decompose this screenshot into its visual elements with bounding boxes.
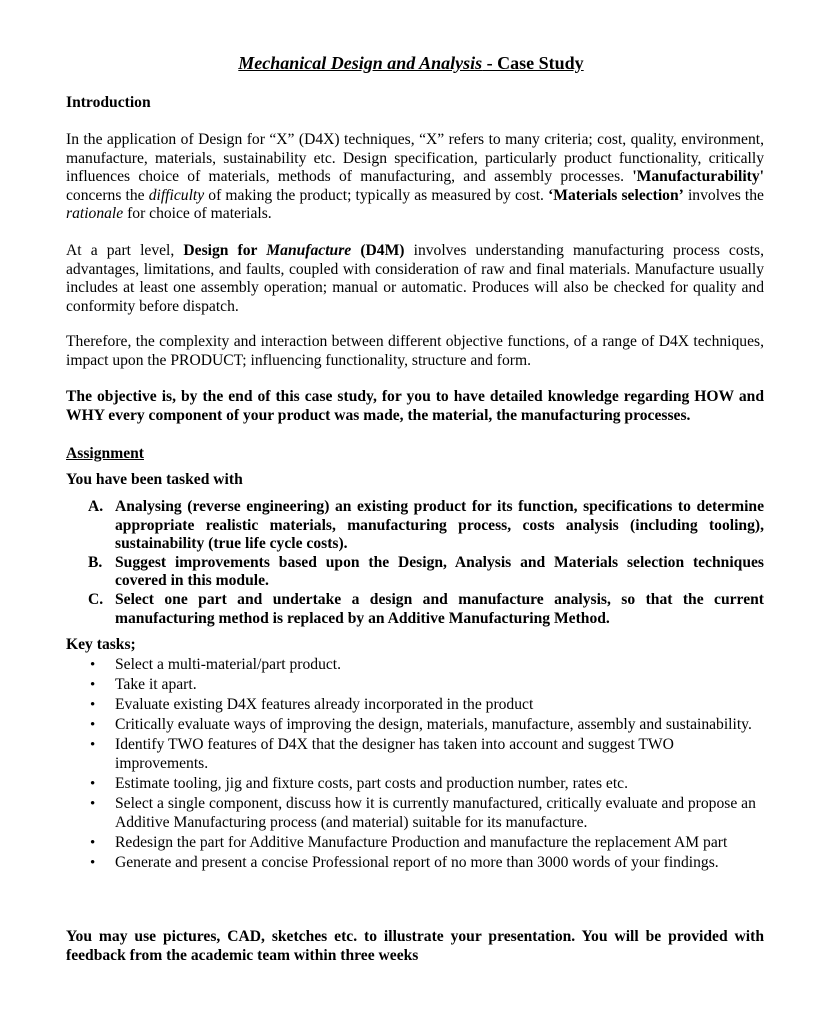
bullet-icon: •: [90, 834, 96, 851]
intro-paragraph-1: In the application of Design for “X” (D4X) techniques, “X” refers to many criteria; cost, quality, environment, manufacture, materials, sustainability etc. Design specification, particularly product functionality, critically influences choice of materials, methods of manufacturing, and assembly processes. 'Manufacturability' concerns the difficulty of making the product; typically as measured by cost. ‘Materials selection’ involves the rationale for choice of materials.: [66, 131, 764, 223]
list-item: • Redesign the part for Additive Manufacture Production and manufacture the replacement AM part: [90, 833, 728, 851]
bullet-icon: •: [90, 737, 96, 754]
assignment-item-marker: B.: [88, 553, 103, 571]
bullet-icon: •: [90, 854, 96, 871]
list-item: • Identify TWO features of D4X that the designer has taken into account and suggest TWO improvements.: [90, 736, 674, 772]
list-item: • Evaluate existing D4X features already incorporated in the product: [90, 696, 534, 714]
key-tasks-heading: Key tasks;: [66, 636, 136, 653]
intro-paragraph-2: At a part level, Design for Manufacture (D4M) involves understanding manufacturing process costs, advantages, limitations, and faults, coupled with consideration of raw and final materials. Manufacture usually includes at least one assembly operation; manual or automatic. Produces will also be checked for quality and conformity before dispatch.: [66, 242, 765, 315]
assignment-intro: You have been tasked with: [66, 471, 243, 488]
bullet-icon: •: [90, 717, 96, 734]
bullet-icon: •: [90, 796, 96, 813]
list-item: • Take it apart.: [90, 676, 197, 694]
assignment-item: B. Suggest improvements based upon the Design, Analysis and Materials selection techniques covered in this module.: [88, 553, 764, 590]
assignment-item-marker: A.: [88, 498, 104, 515]
assignment-item-marker: C.: [88, 590, 104, 608]
list-item: • Critically evaluate ways of improving the design, materials, manufacture, assembly and sustainability.: [90, 716, 752, 734]
list-item: • Select a single component, discuss how it is currently manufactured, critically evaluate and propose an Additive Manufacturing process (and material) suitable for its manufacture.: [90, 795, 756, 831]
assignment-item: A. Analysing (reverse engineering) an existing product for its function, specifications to determine appropriate realistic materials, manufacturing process, costs analysis (including tooling), sustainability (true life cycle costs).: [88, 498, 764, 553]
document-title: [0, 52, 822, 74]
bullet-icon: •: [90, 697, 96, 714]
assignment-item: C. Select one part and undertake a design and manufacture analysis, so that the current manufacturing method is replaced by an Additive Manufacturing Method.: [88, 590, 764, 627]
title-rest: - Case Study: [482, 53, 584, 73]
list-item: • Select a multi-material/part product.: [90, 656, 342, 673]
key-tasks-list: [66, 656, 764, 874]
title-italic: Mechanical Design and Analysis: [238, 53, 483, 73]
objective-statement: The objective is, by the end of this case study, for you to have detailed knowledge regarding HOW and WHY every component of your product was made, the material, the manufacturing processes.: [66, 388, 764, 424]
bullet-icon: •: [90, 657, 96, 673]
closing-statement: You may use pictures, CAD, sketches etc. to illustrate your presentation. You will be provided with feedback from the academic team within three weeks: [66, 928, 764, 964]
assignment-list: [66, 498, 764, 628]
bullet-icon: •: [90, 776, 96, 793]
list-item: • Generate and present a concise Professional report of no more than 3000 words of your findings.: [90, 853, 719, 871]
bullet-icon: •: [90, 677, 96, 694]
introduction-heading: Introduction: [66, 94, 151, 111]
intro-paragraph-3: Therefore, the complexity and interaction between different objective functions, of a range of D4X techniques, impact upon the PRODUCT; influencing functionality, structure and form.: [66, 333, 764, 369]
list-item: • Estimate tooling, jig and fixture costs, part costs and production number, rates etc.: [90, 775, 628, 793]
assignment-heading: Assignment: [66, 445, 144, 462]
